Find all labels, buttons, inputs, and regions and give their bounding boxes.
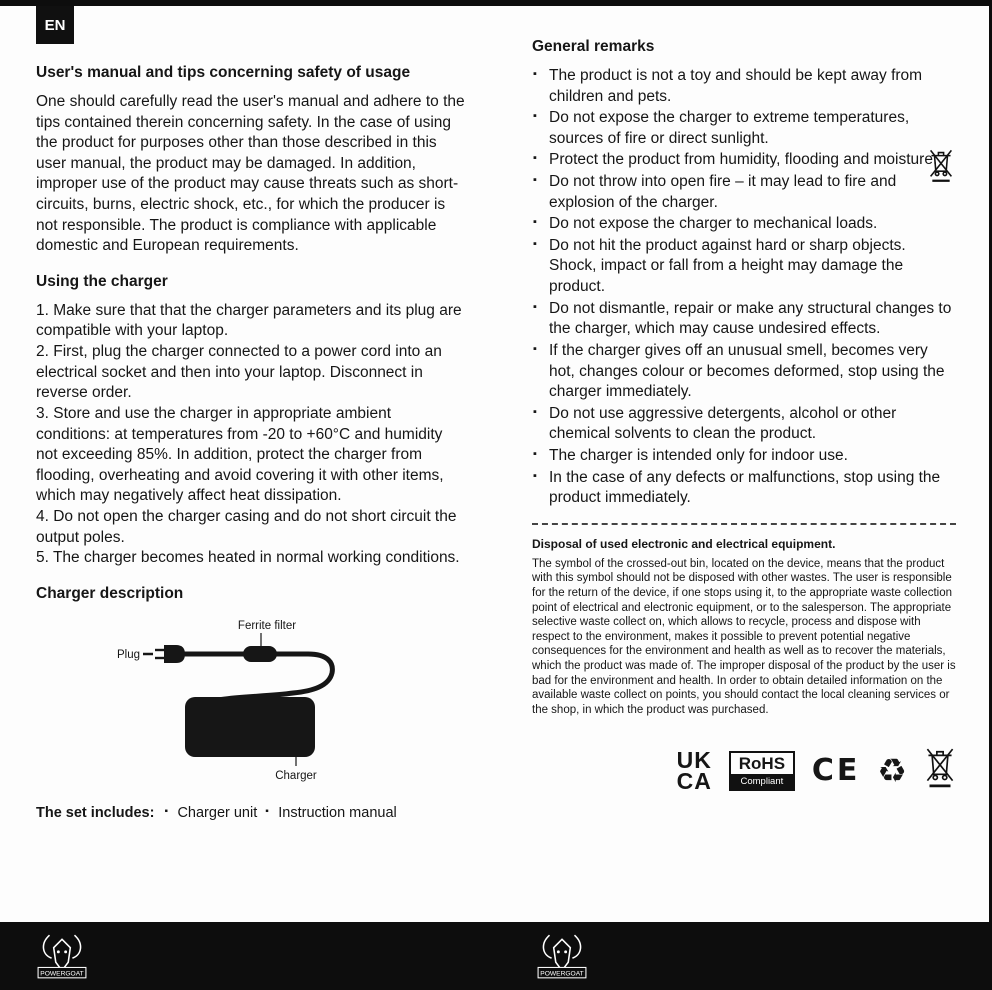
- disposal-heading: Disposal of used electronic and electrical equipment.: [532, 536, 836, 551]
- weee-bin-icon-small: [928, 148, 954, 189]
- general-remark-item: ▪ Do not expose the charger to extreme temperatures, sources of fire or direct sunlight.: [532, 108, 956, 149]
- step-item: 4. Do not open the charger casing and do not short circuit the output poles.: [36, 507, 457, 546]
- charger-label: Charger: [275, 769, 317, 782]
- general-remark-item: ▪ The product is not a toy and should be kept away from children and pets.: [532, 66, 956, 107]
- rohs-subtitle: Compliant: [731, 774, 793, 789]
- rohs-mark-icon: [729, 751, 795, 791]
- language-badge-label: EN: [44, 16, 66, 34]
- step-item: 5. The charger becomes heated in normal working conditions.: [36, 549, 460, 567]
- powergoat-logo-text: POWERGOAT: [540, 970, 584, 978]
- charger-diagram-graphic: [36, 613, 376, 791]
- powergoat-logo-icon: [34, 930, 90, 987]
- general-remark-item: ▪ Do not throw into open fire – it may lead to fire and explosion of the charger.: [532, 172, 956, 213]
- general-remark-item: ▪ Do not use aggressive detergents, alcohol or other chemical solvents to clean the product.: [532, 404, 956, 445]
- safety-heading: User's manual and tips concerning safety of usage: [36, 64, 411, 81]
- right-column: [532, 38, 956, 794]
- plug-body-icon: [164, 645, 185, 663]
- step-item: 3. Store and use the charger in appropriate ambient conditions: at temperatures from -20 to +60°C and humidity not exceeding 85%. In addition, protect the charger from flooding, overheating and avoid covering it with other items, which may negatively affect heat dissipation.: [36, 404, 444, 505]
- disposal-paragraph: The symbol of the crossed-out bin, located on the device, means that the product with this symbol should not be disposed with other wastes. The user is responsible for the return of the device, if one stops using it, to the appropriate waste collection point of electrical and electronic equipment, or to the salesperson. The appropriate selective waste collect on, which allows to recycle, process and dispose with respect to the environment, makes it possible to prevent potential negative consequences for the environment and health as well as to recover the materials, which the product was made of. The improper disposal of the product by the user is bad for the environment and health. In order to obtain detailed information on the available waste collect on points, you should contact the local cleaning services or the shop, in which the product was purchased.: [532, 557, 956, 716]
- using-charger-steps: [36, 301, 468, 569]
- general-remark-item: ▪ The charger is intended only for indoor use.: [532, 446, 956, 467]
- ferrite-filter-label: Ferrite filter: [237, 619, 297, 632]
- left-column: [36, 64, 468, 821]
- ce-mark-icon: CE: [811, 753, 861, 789]
- general-remark-item: ▪ Protect the product from humidity, flooding and moisture.: [532, 150, 956, 171]
- rohs-title: RoHS: [738, 754, 786, 774]
- using-charger-heading: Using the charger: [36, 272, 168, 290]
- step-item: 2. First, plug the charger connected to a power cord into an electrical socket and then into your laptop. Disconnect in reverse order.: [36, 343, 442, 402]
- powergoat-logo-text: POWERGOAT: [40, 970, 84, 978]
- set-includes-item: ▪ Charger unit: [164, 805, 257, 821]
- general-remarks-heading: General remarks: [532, 38, 655, 55]
- ukca-mark-icon: [676, 746, 712, 794]
- general-remark-item: ▪ In the case of any defects or malfunctions, stop using the product immediately.: [532, 468, 956, 509]
- top-edge-strip: [0, 0, 992, 6]
- general-remark-item: ▪ Do not dismantle, repair or make any structural changes to the charger, which may cause undesired effects.: [532, 299, 956, 340]
- plug-label: Plug: [116, 648, 140, 661]
- set-includes-item: ▪ Instruction manual: [265, 805, 396, 821]
- general-remarks-list: [532, 66, 956, 509]
- set-includes-row: [36, 805, 468, 821]
- language-badge: [36, 6, 74, 44]
- safety-paragraph: One should carefully read the user's manual and adhere to the tips contained therein concerning safety. In the case of using the product for purposes other than those described in this user manual, the product may be damaged. In addition, improper use of the product may cause threats such as short-circuits, burns, electric shock, etc., for which the producer is not responsible. The product is compliance with applicable domestic and European requirements.: [36, 93, 465, 255]
- general-remark-item: ▪ Do not hit the product against hard or sharp objects. Shock, impact or fall from a height may damage the product.: [532, 236, 956, 298]
- set-includes-label: The set includes:: [36, 804, 155, 821]
- charger-description-heading: Charger description: [36, 584, 184, 602]
- recycle-icon: ♻: [877, 751, 907, 791]
- set-includes-items: [164, 805, 404, 821]
- dashed-divider: [532, 523, 956, 525]
- ukca-bottom: CA: [676, 767, 712, 794]
- weee-bin-icon: [924, 747, 956, 794]
- general-remark-item: ▪ If the charger gives off an unusual smell, becomes very hot, changes colour or becomes deformed, stop using the charger immediately.: [532, 341, 956, 403]
- charger-diagram: [36, 613, 376, 791]
- charger-brick-icon: [185, 697, 315, 757]
- powergoat-logo-icon: [534, 930, 590, 987]
- footer-bar: [0, 922, 992, 990]
- general-remark-item: ▪ Do not expose the charger to mechanical loads.: [532, 214, 956, 235]
- ferrite-filter-icon: [243, 646, 277, 662]
- certification-marks-row: [532, 747, 956, 794]
- step-item: 1. Make sure that that the charger parameters and its plug are compatible with your laptop.: [36, 301, 462, 340]
- ukca-top: UK: [676, 746, 712, 773]
